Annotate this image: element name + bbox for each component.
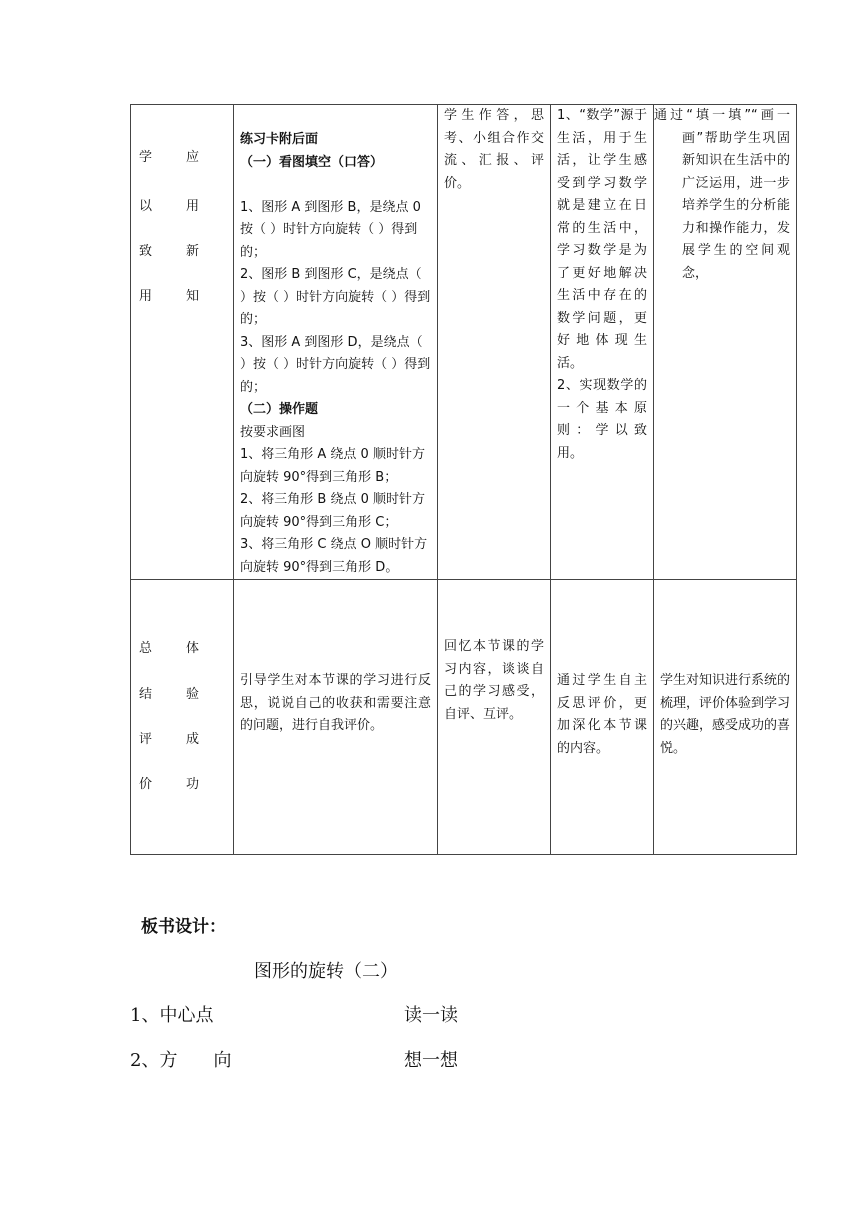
board-item-direction: 2、方 向 — [130, 1050, 232, 1071]
stage-line: 以 用 — [139, 199, 199, 214]
stage-line: 结 验 — [139, 687, 199, 702]
student-activity: 学生作答，思考、小组合作交流、汇报、评价。 — [444, 108, 544, 191]
content-cell — [234, 580, 438, 855]
board-design-heading: 板书设计： — [141, 917, 226, 937]
design-intent-1: 1、“数学”源于生活，用于生活，让学生感受到学习数学就是建立在日常的生活中，学习数学是为了更好地解决生活中存在的数学问题，更好地体现生活。 — [557, 108, 647, 371]
drawing-task-2: 2、将三角形 B 绕点 0 顺时针方向旋转 90°得到三角形 C； — [240, 492, 425, 530]
stage-line: 致 新 — [139, 244, 199, 259]
question-1: 1、图形 A 到图形 B，是绕点 0 按（ ）时针方向旋转（ ）得到的； — [240, 199, 421, 260]
goal-text: 通过“填一填”“画一画”帮助学生巩固新知识在生活中的广泛运用，进一步培养学生的分析能力和操作能力，发展学生的空间观念， — [654, 108, 790, 281]
goal-cell — [654, 105, 797, 580]
question-2: 2、图形 B 到图形 C，是绕点（ ）按（ ）时针方向旋转（ ）得到的； — [240, 267, 431, 327]
drawing-task-1: 1、将三角形 A 绕点 0 顺时针方向旋转 90°得到三角形 B； — [240, 447, 425, 485]
student-activity: 回忆本节课的学习内容，谈谈自己的学习感受，自评、互评。 — [444, 639, 544, 722]
stage-line: 学 应 — [139, 150, 199, 165]
goal-cell — [654, 580, 797, 855]
stage-line: 价 功 — [139, 777, 199, 792]
table-row — [131, 105, 797, 580]
design-intent-cell — [551, 105, 654, 580]
lesson-plan-table — [130, 104, 797, 855]
stage-cell-summary — [131, 580, 234, 855]
board-title: 图形的旋转（二） — [254, 961, 398, 982]
stage-line: 评 成 — [139, 732, 199, 747]
design-intent-2: 2、实现数学的一个基本原则：学以致用。 — [557, 378, 647, 461]
board-item-center: 1、中心点 — [130, 1005, 214, 1026]
part2-heading: （二）操作题 — [240, 402, 319, 417]
board-row-2 — [130, 1046, 458, 1072]
design-intent-cell — [551, 580, 654, 855]
goal-text: 学生对知识进行系统的梳理，评价体验到学习的兴趣，感受成功的喜悦。 — [660, 673, 791, 756]
board-item-read: 读一读 — [404, 1005, 458, 1026]
part1-heading: （一）看图填空（口答） — [240, 154, 384, 170]
stage-line: 总 体 — [139, 641, 199, 656]
student-activity-cell — [438, 105, 551, 580]
drawing-task-3: 3、将三角形 C 绕点 O 顺时针方向旋转 90°得到三角形 D。 — [240, 537, 428, 575]
instruction: 按要求画图 — [240, 424, 306, 440]
board-item-think: 想一想 — [404, 1050, 458, 1071]
question-3: 3、图形 A 到图形 D，是绕点（ ）按（ ）时针方向旋转（ ）得到的； — [240, 334, 431, 395]
stage-line: 用 知 — [139, 289, 199, 304]
student-activity-cell — [438, 580, 551, 855]
reflection-text: 引导学生对本节课的学习进行反思，说说自己的收获和需要注意的问题，进行自我评价。 — [240, 673, 431, 733]
content-cell — [234, 105, 438, 580]
stage-cell-apply — [131, 105, 234, 580]
board-row-1 — [130, 1001, 458, 1027]
table-row — [131, 580, 797, 855]
exercise-title: 练习卡附后面 — [240, 132, 319, 147]
design-intent: 通过学生自主反思评价，更加深化本节课的内容。 — [557, 673, 647, 756]
